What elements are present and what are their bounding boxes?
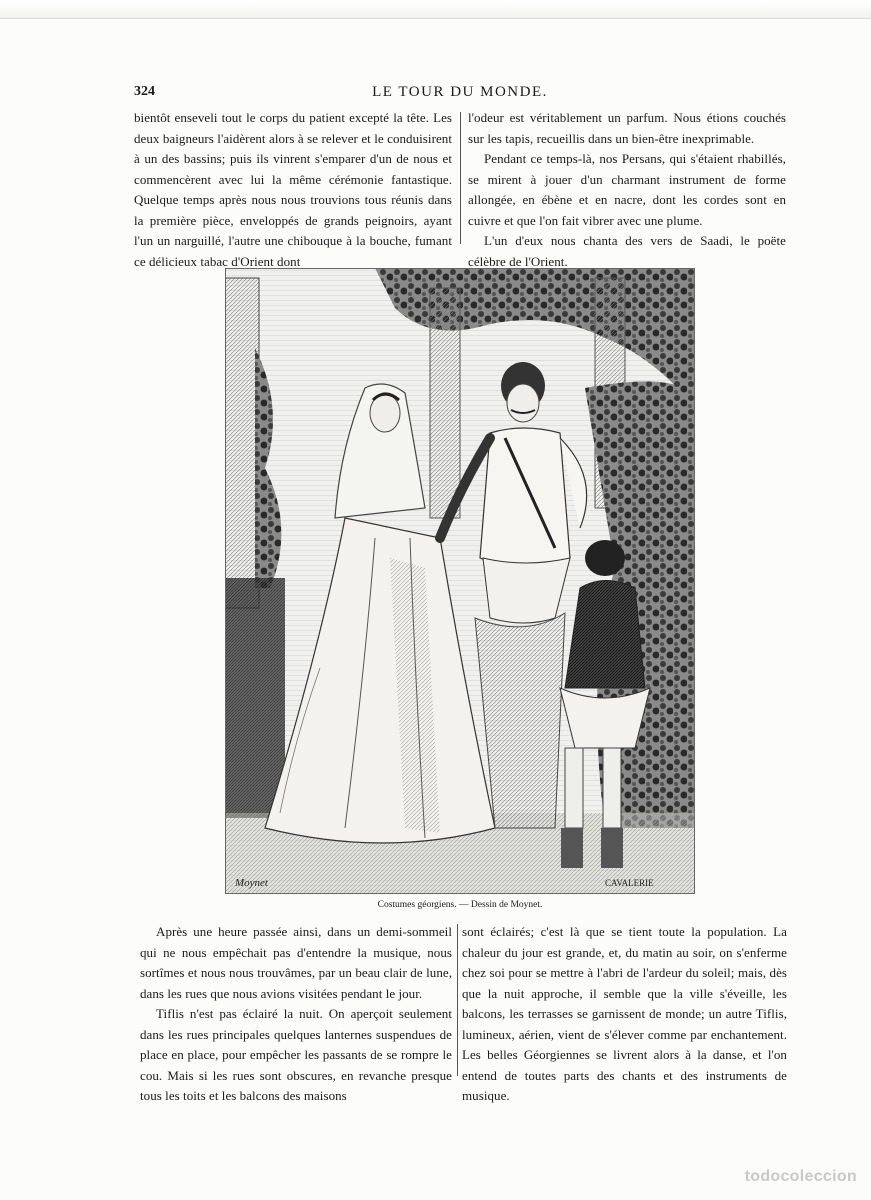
running-title: LE TOUR DU MONDE.: [372, 84, 548, 100]
paragraph: Après une heure passée ainsi, dans un demi-sommeil qui ne nous empêchait pas d'entendre la musique, nous sortîmes et nous nous trouvâmes, par un beau clair de lune, dans les rues que nous avions visitées pendant le jour.: [140, 924, 452, 1001]
page-header: [134, 84, 786, 104]
signature-left: Moynet: [235, 877, 268, 889]
text-column-top-left: [134, 108, 452, 272]
text-column-bottom-right: [462, 922, 787, 1107]
signature-right: CAVALERIE: [605, 878, 654, 888]
engraving-illustration: [225, 268, 695, 894]
text-column-top-right: [468, 108, 786, 272]
paragraph: L'un d'eux nous chanta des vers de Saadi, le poëte célèbre de l'Orient.: [468, 233, 786, 269]
column-rule-bottom: [457, 924, 458, 1076]
watermark: todocoleccion: [744, 1168, 857, 1185]
center-tree: [430, 288, 460, 518]
page-top-edge: [0, 0, 871, 19]
paragraph: l'odeur est véritablement un parfum. Nous étions couchés sur les tapis, recueillis dans un bien-être inexprimable.: [468, 110, 786, 146]
child-fur-hat: [585, 540, 625, 576]
column-rule-top: [460, 112, 461, 244]
page-number: 324: [134, 84, 155, 99]
text-column-bottom-left: [140, 922, 452, 1107]
illustration-caption: Costumes géorgiens. — Dessin de Moynet.: [377, 900, 543, 910]
paragraph: Pendant ce temps-là, nos Persans, qui s'étaient rhabillés, se mirent à jouer d'un charmant instrument de forme allongée, en ébène et en nacre, dont les cordes sont en cuivre et que l'on fait vibrer avec une plume.: [468, 151, 786, 228]
garden-wall: [225, 578, 285, 818]
paragraph: sont éclairés; c'est là que se tient toute la population. La chaleur du jour est grande, et, du matin au soir, on s'enferme chez soi pour se mettre à l'abri de l'ardeur du soleil; mais, dès que la nuit approche, il semble que la ville s'éveille, les balcons, les terrasses se garnissent de monde; un autre Tiflis, lumineux, aérien, vient de s'élever comme par enchantement. Les belles Géorgiennes se livrent alors à la danse, et l'on entend de toutes parts des chants et des instruments de musique.: [462, 924, 787, 1103]
paragraph: bientôt enseveli tout le corps du patient excepté la tête. Les deux baigneurs l'aidèrent alors à se relever et le conduisirent à un des bassins; puis ils vinrent s'emparer d'un de nous et commencèrent avec lui la même cérémonie fantastique. Quelque temps après nous nous trouvions tous réunis dans la première pièce, enveloppés de grands peignoirs, ayant l'un un narguillé, l'autre une chibouque à la bouche, fumant ce délicieux tabac d'Orient dont: [134, 110, 452, 269]
engraving-svg: [225, 268, 695, 894]
paragraph: Tiflis n'est pas éclairé la nuit. On aperçoit seulement dans les rues principales quelques lanternes suspendues de place en place, pour empêcher les passants de se rompre le cou. Mais si les rues sont obscures, en revanche presque tous les toits et les balcons des maisons: [140, 1006, 452, 1103]
left-tree: [225, 278, 259, 608]
